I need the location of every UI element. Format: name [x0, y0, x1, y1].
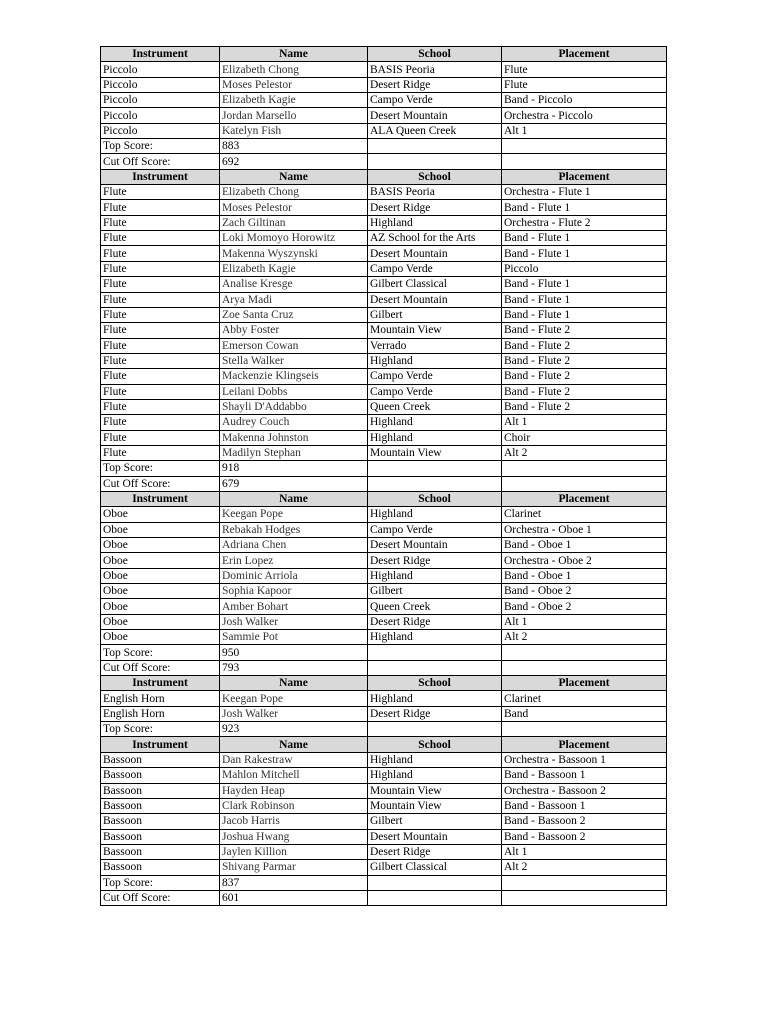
section-header-row [101, 169, 667, 184]
instrument-cell: Bassoon [101, 829, 220, 844]
placement-cell: Band - Flute 1 [502, 307, 667, 322]
school-cell: Highland [368, 630, 502, 645]
instrument-cell: Flute [101, 231, 220, 246]
column-header-school: School [368, 491, 502, 506]
name-cell: Abby Foster [220, 323, 368, 338]
school-cell: Highland [368, 430, 502, 445]
school-cell: Highland [368, 353, 502, 368]
school-cell: Gilbert Classical [368, 860, 502, 875]
name-cell: Leilani Dobbs [220, 384, 368, 399]
name-cell: Sophia Kapoor [220, 584, 368, 599]
instrument-cell: Flute [101, 384, 220, 399]
placement-cell: Band - Flute 2 [502, 338, 667, 353]
school-cell: Desert Mountain [368, 292, 502, 307]
table-row [101, 584, 667, 599]
table-row [101, 860, 667, 875]
instrument-cell: Flute [101, 292, 220, 307]
school-cell: Highland [368, 752, 502, 767]
summary-label-cell: Cut Off Score: [101, 660, 220, 675]
instrument-cell: Bassoon [101, 752, 220, 767]
name-cell: Zach Giltinan [220, 215, 368, 230]
table-row [101, 62, 667, 77]
instrument-cell: Bassoon [101, 814, 220, 829]
placement-cell: Band - Flute 1 [502, 231, 667, 246]
column-header-name: Name [220, 491, 368, 506]
summary-label-cell: Top Score: [101, 139, 220, 154]
school-cell: Desert Mountain [368, 538, 502, 553]
column-header-instrument: Instrument [101, 737, 220, 752]
school-cell: Highland [368, 568, 502, 583]
placement-cell: Band - Bassoon 1 [502, 798, 667, 813]
table-row [101, 538, 667, 553]
name-cell: Katelyn Fish [220, 123, 368, 138]
empty-cell [502, 875, 667, 890]
empty-cell [502, 722, 667, 737]
empty-cell [502, 154, 667, 169]
name-cell: Makenna Johnston [220, 430, 368, 445]
instrument-cell: Piccolo [101, 93, 220, 108]
summary-value-cell: 837 [220, 875, 368, 890]
table-row [101, 200, 667, 215]
placement-cell: Orchestra - Piccolo [502, 108, 667, 123]
empty-cell [368, 722, 502, 737]
empty-cell [368, 139, 502, 154]
section-header-row [101, 676, 667, 691]
placement-cell: Orchestra - Flute 1 [502, 185, 667, 200]
table-row [101, 599, 667, 614]
table-row [101, 215, 667, 230]
table-row [101, 829, 667, 844]
empty-cell [502, 461, 667, 476]
summary-row [101, 722, 667, 737]
empty-cell [502, 476, 667, 491]
name-cell: Dan Rakestraw [220, 752, 368, 767]
placement-cell: Band - Flute 2 [502, 384, 667, 399]
name-cell: Mahlon Mitchell [220, 768, 368, 783]
placement-cell: Band - Flute 1 [502, 277, 667, 292]
name-cell: Joshua Hwang [220, 829, 368, 844]
name-cell: Shayli D'Addabbo [220, 399, 368, 414]
instrument-cell: Bassoon [101, 860, 220, 875]
name-cell: Jaylen Killion [220, 844, 368, 859]
school-cell: AZ School for the Arts [368, 231, 502, 246]
summary-row [101, 645, 667, 660]
table-row [101, 568, 667, 583]
placement-cell: Band - Flute 2 [502, 353, 667, 368]
summary-value-cell: 601 [220, 890, 368, 905]
name-cell: Josh Walker [220, 706, 368, 721]
empty-cell [368, 645, 502, 660]
placement-cell: Alt 2 [502, 860, 667, 875]
table-row [101, 307, 667, 322]
placement-cell: Clarinet [502, 691, 667, 706]
column-header-name: Name [220, 169, 368, 184]
school-cell: Campo Verde [368, 384, 502, 399]
empty-cell [368, 890, 502, 905]
placement-cell: Band - Bassoon 1 [502, 768, 667, 783]
instrument-cell: Flute [101, 277, 220, 292]
instrument-cell: Bassoon [101, 783, 220, 798]
summary-row [101, 875, 667, 890]
placement-cell: Band - Oboe 1 [502, 568, 667, 583]
instrument-cell: Oboe [101, 584, 220, 599]
column-header-placement: Placement [502, 737, 667, 752]
placement-cell: Alt 2 [502, 630, 667, 645]
table-row [101, 614, 667, 629]
table-row [101, 185, 667, 200]
placement-table [100, 46, 667, 906]
empty-cell [502, 139, 667, 154]
school-cell: Mountain View [368, 323, 502, 338]
table-row [101, 814, 667, 829]
instrument-cell: Flute [101, 323, 220, 338]
table-row [101, 507, 667, 522]
empty-cell [368, 154, 502, 169]
table-row [101, 783, 667, 798]
name-cell: Erin Lopez [220, 553, 368, 568]
school-cell: Gilbert [368, 814, 502, 829]
summary-row [101, 660, 667, 675]
empty-cell [368, 476, 502, 491]
placement-cell: Clarinet [502, 507, 667, 522]
name-cell: Moses Pelestor [220, 200, 368, 215]
placement-cell: Piccolo [502, 261, 667, 276]
placement-cell: Orchestra - Oboe 1 [502, 522, 667, 537]
column-header-instrument: Instrument [101, 491, 220, 506]
table-row [101, 691, 667, 706]
instrument-cell: Bassoon [101, 768, 220, 783]
school-cell: Queen Creek [368, 599, 502, 614]
table-row [101, 123, 667, 138]
empty-cell [368, 660, 502, 675]
instrument-cell: Flute [101, 369, 220, 384]
column-header-school: School [368, 169, 502, 184]
placement-cell: Band [502, 706, 667, 721]
school-cell: BASIS Peoria [368, 62, 502, 77]
instrument-cell: Flute [101, 338, 220, 353]
placement-cell: Band - Flute 1 [502, 292, 667, 307]
name-cell: Elizabeth Chong [220, 62, 368, 77]
summary-value-cell: 918 [220, 461, 368, 476]
empty-cell [368, 875, 502, 890]
instrument-cell: Oboe [101, 522, 220, 537]
table-row [101, 445, 667, 460]
school-cell: Mountain View [368, 783, 502, 798]
placement-cell: Alt 1 [502, 844, 667, 859]
school-cell: Campo Verde [368, 369, 502, 384]
name-cell: Elizabeth Kagie [220, 261, 368, 276]
instrument-cell: Flute [101, 307, 220, 322]
summary-value-cell: 793 [220, 660, 368, 675]
column-header-placement: Placement [502, 169, 667, 184]
placement-cell: Flute [502, 62, 667, 77]
placement-cell: Band - Oboe 2 [502, 584, 667, 599]
summary-value-cell: 950 [220, 645, 368, 660]
name-cell: Adriana Chen [220, 538, 368, 553]
school-cell: Highland [368, 215, 502, 230]
placement-cell: Alt 1 [502, 123, 667, 138]
instrument-cell: Bassoon [101, 844, 220, 859]
table-row [101, 261, 667, 276]
instrument-cell: Piccolo [101, 62, 220, 77]
table-row [101, 323, 667, 338]
name-cell: Jordan Marsello [220, 108, 368, 123]
name-cell: Zoe Santa Cruz [220, 307, 368, 322]
school-cell: Verrado [368, 338, 502, 353]
instrument-cell: Oboe [101, 538, 220, 553]
table-row [101, 108, 667, 123]
name-cell: Jacob Harris [220, 814, 368, 829]
table-row [101, 353, 667, 368]
name-cell: Analise Kresge [220, 277, 368, 292]
placement-cell: Orchestra - Flute 2 [502, 215, 667, 230]
school-cell: ALA Queen Creek [368, 123, 502, 138]
name-cell: Shivang Parmar [220, 860, 368, 875]
placement-cell: Band - Bassoon 2 [502, 829, 667, 844]
instrument-cell: Oboe [101, 599, 220, 614]
column-header-name: Name [220, 47, 368, 62]
column-header-school: School [368, 47, 502, 62]
placement-cell: Band - Oboe 1 [502, 538, 667, 553]
summary-row [101, 476, 667, 491]
summary-row [101, 461, 667, 476]
instrument-cell: Piccolo [101, 123, 220, 138]
school-cell: Desert Mountain [368, 246, 502, 261]
summary-label-cell: Cut Off Score: [101, 890, 220, 905]
column-header-name: Name [220, 737, 368, 752]
column-header-school: School [368, 676, 502, 691]
name-cell: Keegan Pope [220, 691, 368, 706]
school-cell: Queen Creek [368, 399, 502, 414]
summary-label-cell: Cut Off Score: [101, 476, 220, 491]
name-cell: Elizabeth Kagie [220, 93, 368, 108]
placement-table-body [101, 47, 667, 906]
instrument-cell: Piccolo [101, 77, 220, 92]
name-cell: Clark Robinson [220, 798, 368, 813]
instrument-cell: Oboe [101, 630, 220, 645]
placement-cell: Band - Flute 2 [502, 369, 667, 384]
instrument-cell: Flute [101, 399, 220, 414]
placement-cell: Band - Oboe 2 [502, 599, 667, 614]
placement-cell: Band - Bassoon 2 [502, 814, 667, 829]
instrument-cell: Flute [101, 185, 220, 200]
placement-cell: Orchestra - Bassoon 1 [502, 752, 667, 767]
placement-cell: Choir [502, 430, 667, 445]
summary-row [101, 890, 667, 905]
table-row [101, 384, 667, 399]
empty-cell [502, 660, 667, 675]
name-cell: Elizabeth Chong [220, 185, 368, 200]
table-row [101, 706, 667, 721]
instrument-cell: Flute [101, 261, 220, 276]
instrument-cell: Flute [101, 246, 220, 261]
name-cell: Emerson Cowan [220, 338, 368, 353]
school-cell: Gilbert [368, 307, 502, 322]
school-cell: Desert Ridge [368, 706, 502, 721]
school-cell: Campo Verde [368, 93, 502, 108]
name-cell: Keegan Pope [220, 507, 368, 522]
name-cell: Loki Momoyo Horowitz [220, 231, 368, 246]
column-header-instrument: Instrument [101, 676, 220, 691]
section-header-row [101, 491, 667, 506]
table-row [101, 553, 667, 568]
placement-cell: Band - Flute 1 [502, 246, 667, 261]
table-row [101, 752, 667, 767]
placement-cell: Band - Flute 2 [502, 323, 667, 338]
empty-cell [368, 461, 502, 476]
placement-cell: Orchestra - Bassoon 2 [502, 783, 667, 798]
instrument-cell: Flute [101, 415, 220, 430]
column-header-school: School [368, 737, 502, 752]
placement-cell: Alt 1 [502, 614, 667, 629]
school-cell: Highland [368, 507, 502, 522]
school-cell: BASIS Peoria [368, 185, 502, 200]
school-cell: Desert Ridge [368, 614, 502, 629]
school-cell: Mountain View [368, 445, 502, 460]
column-header-placement: Placement [502, 676, 667, 691]
table-row [101, 399, 667, 414]
school-cell: Highland [368, 415, 502, 430]
table-row [101, 277, 667, 292]
school-cell: Campo Verde [368, 522, 502, 537]
name-cell: Madilyn Stephan [220, 445, 368, 460]
instrument-cell: Oboe [101, 568, 220, 583]
placement-cell: Flute [502, 77, 667, 92]
name-cell: Dominic Arriola [220, 568, 368, 583]
table-row [101, 630, 667, 645]
column-header-instrument: Instrument [101, 47, 220, 62]
instrument-cell: Oboe [101, 507, 220, 522]
name-cell: Rebakah Hodges [220, 522, 368, 537]
table-row [101, 415, 667, 430]
summary-value-cell: 923 [220, 722, 368, 737]
table-row [101, 522, 667, 537]
name-cell: Stella Walker [220, 353, 368, 368]
instrument-cell: Piccolo [101, 108, 220, 123]
instrument-cell: Flute [101, 353, 220, 368]
summary-label-cell: Top Score: [101, 722, 220, 737]
school-cell: Desert Mountain [368, 829, 502, 844]
summary-row [101, 154, 667, 169]
name-cell: Hayden Heap [220, 783, 368, 798]
instrument-cell: Oboe [101, 614, 220, 629]
school-cell: Highland [368, 768, 502, 783]
empty-cell [502, 890, 667, 905]
placement-cell: Band - Flute 1 [502, 200, 667, 215]
summary-label-cell: Cut Off Score: [101, 154, 220, 169]
summary-label-cell: Top Score: [101, 875, 220, 890]
table-row [101, 338, 667, 353]
name-cell: Audrey Couch [220, 415, 368, 430]
school-cell: Mountain View [368, 798, 502, 813]
table-row [101, 231, 667, 246]
school-cell: Desert Ridge [368, 553, 502, 568]
summary-label-cell: Top Score: [101, 645, 220, 660]
school-cell: Desert Mountain [368, 108, 502, 123]
table-row [101, 292, 667, 307]
school-cell: Highland [368, 691, 502, 706]
placement-cell: Orchestra - Oboe 2 [502, 553, 667, 568]
placement-cell: Alt 2 [502, 445, 667, 460]
name-cell: Arya Madi [220, 292, 368, 307]
empty-cell [502, 645, 667, 660]
summary-value-cell: 883 [220, 139, 368, 154]
instrument-cell: Flute [101, 430, 220, 445]
column-header-instrument: Instrument [101, 169, 220, 184]
placement-cell: Alt 1 [502, 415, 667, 430]
table-row [101, 93, 667, 108]
school-cell: Desert Ridge [368, 77, 502, 92]
school-cell: Gilbert Classical [368, 277, 502, 292]
summary-value-cell: 679 [220, 476, 368, 491]
name-cell: Moses Pelestor [220, 77, 368, 92]
section-header-row [101, 737, 667, 752]
table-row [101, 246, 667, 261]
placement-cell: Band - Flute 2 [502, 399, 667, 414]
table-row [101, 430, 667, 445]
summary-row [101, 139, 667, 154]
instrument-cell: Flute [101, 445, 220, 460]
instrument-cell: Flute [101, 215, 220, 230]
school-cell: Desert Ridge [368, 200, 502, 215]
instrument-cell: English Horn [101, 691, 220, 706]
name-cell: Mackenzie Klingseis [220, 369, 368, 384]
instrument-cell: English Horn [101, 706, 220, 721]
summary-value-cell: 692 [220, 154, 368, 169]
school-cell: Campo Verde [368, 261, 502, 276]
name-cell: Josh Walker [220, 614, 368, 629]
table-row [101, 768, 667, 783]
table-row [101, 77, 667, 92]
name-cell: Amber Bohart [220, 599, 368, 614]
table-row [101, 369, 667, 384]
name-cell: Sammie Pot [220, 630, 368, 645]
instrument-cell: Oboe [101, 553, 220, 568]
table-row [101, 844, 667, 859]
placement-cell: Band - Piccolo [502, 93, 667, 108]
column-header-placement: Placement [502, 47, 667, 62]
section-header-row [101, 47, 667, 62]
column-header-placement: Placement [502, 491, 667, 506]
instrument-cell: Flute [101, 200, 220, 215]
table-row [101, 798, 667, 813]
name-cell: Makenna Wyszynski [220, 246, 368, 261]
instrument-cell: Bassoon [101, 798, 220, 813]
school-cell: Gilbert [368, 584, 502, 599]
column-header-name: Name [220, 676, 368, 691]
school-cell: Desert Ridge [368, 844, 502, 859]
summary-label-cell: Top Score: [101, 461, 220, 476]
